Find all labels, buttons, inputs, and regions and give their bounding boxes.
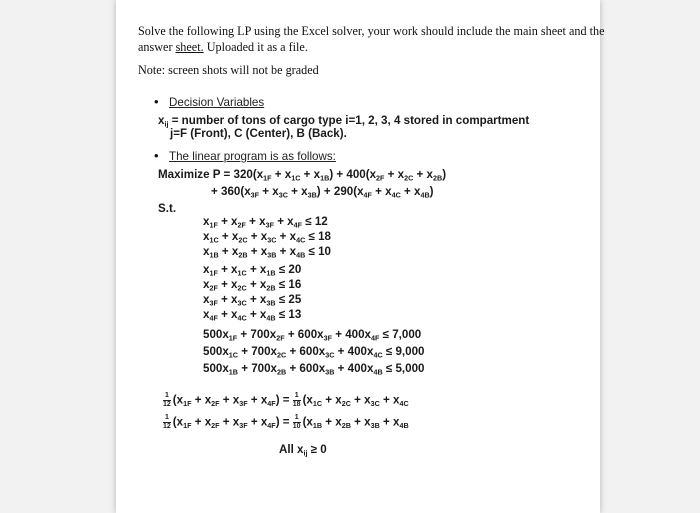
constraint-row: $x_{2F} + x_{2C} + x_{2B} \le 16$ xyxy=(203,278,302,293)
constraint-row: $x_{1F} + x_{1C} + x_{1B} \le 20$ xyxy=(203,263,302,278)
constraint-row: $x_{3F} + x_{3C} + x_{3B} \le 25$ xyxy=(203,293,302,308)
decision-definition-text: = number of tons of cargo type i=1, 2, 3, 4 stored in compartment xyxy=(171,114,530,127)
objective-line-2: + $360(x_{3F} + x_{3C} + x_{3B}) + 290(x_{4F} + x_{4C} + x_{4B})$ xyxy=(211,185,434,200)
instruction-line-1: Solve the following LP using the Excel solver, your work should include the main sheet and the xyxy=(138,24,605,38)
instruction-text: answer xyxy=(138,40,176,54)
document-page xyxy=(116,0,605,513)
decision-definition-line-2: j=F (Front), C (Center), B (Back). xyxy=(170,127,347,140)
bullet-icon: • xyxy=(154,148,159,163)
constraint-row: $x_{1F} + x_{2F} + x_{3F} + x_{4F} \le 12$ xyxy=(203,215,328,230)
decision-variables-heading: Decision Variables xyxy=(169,96,265,109)
constraint-row: $x_{1B} + x_{2B} + x_{3B} + x_{4B} \le 10$ xyxy=(203,245,331,260)
ratio-constraint-row: $\frac{1}{12}$ $(x_{1F} + x_{2F} + x_{3F} + x_{4F})$ = $\frac{1}{10}$ ($x_{1B} + x_{2B} + x_{3B} + x_{4B}$ xyxy=(163,414,409,431)
decision-definition-line-1: $x_{ij}$ = number of tons of cargo type i=1, 2, 3, 4 stored in compartment xyxy=(158,114,530,129)
subject-to-label: S.t. xyxy=(158,202,177,215)
constraint-row: $500x_{1C} + 700x_{2C} + 600x_{3C} + 400x_{4C} \le 9,000$ xyxy=(203,345,425,360)
lp-heading: The linear program is as follows: xyxy=(169,150,336,163)
nonnegativity-constraint: All $x_{ij} \ge 0$ xyxy=(279,443,327,458)
bullet-icon: • xyxy=(154,94,159,109)
ratio-constraint-row: $\frac{1}{12}$ $(x_{1F} + x_{2F} + x_{3F} + x_{4F})$ = $\frac{1}{18}$ ($x_{1C} + x_{2C} + x_{3C} + x_{4C}$ xyxy=(163,392,409,409)
constraint-row: $500x_{1F} + 700x_{2F} + 600x_{3F} + 400x_{4F} \le 7,000$ xyxy=(203,328,422,343)
constraint-row: $500x_{1B} + 700x_{2B} + 600x_{3B} + 400x_{4B} \le 5,000$ xyxy=(203,362,425,377)
objective-line-1: Maximize $P = 320(x_{1F} + x_{1C} + x_{1B}) + 400(x_{2F} + x_{2C} + x_{2B})$ xyxy=(158,168,447,183)
instruction-text-end: Uploaded it as a file. xyxy=(203,40,308,54)
sheet-link: sheet. xyxy=(175,40,204,54)
note-line: Note: screen shots will not be graded xyxy=(138,63,319,77)
constraint-row: $x_{1C} + x_{2C} + x_{3C} + x_{4C} \le 18$ xyxy=(203,230,331,245)
constraint-row: $x_{4F} + x_{4C} + x_{4B} \le 13$ xyxy=(203,308,302,323)
instruction-line-2 xyxy=(138,40,308,55)
